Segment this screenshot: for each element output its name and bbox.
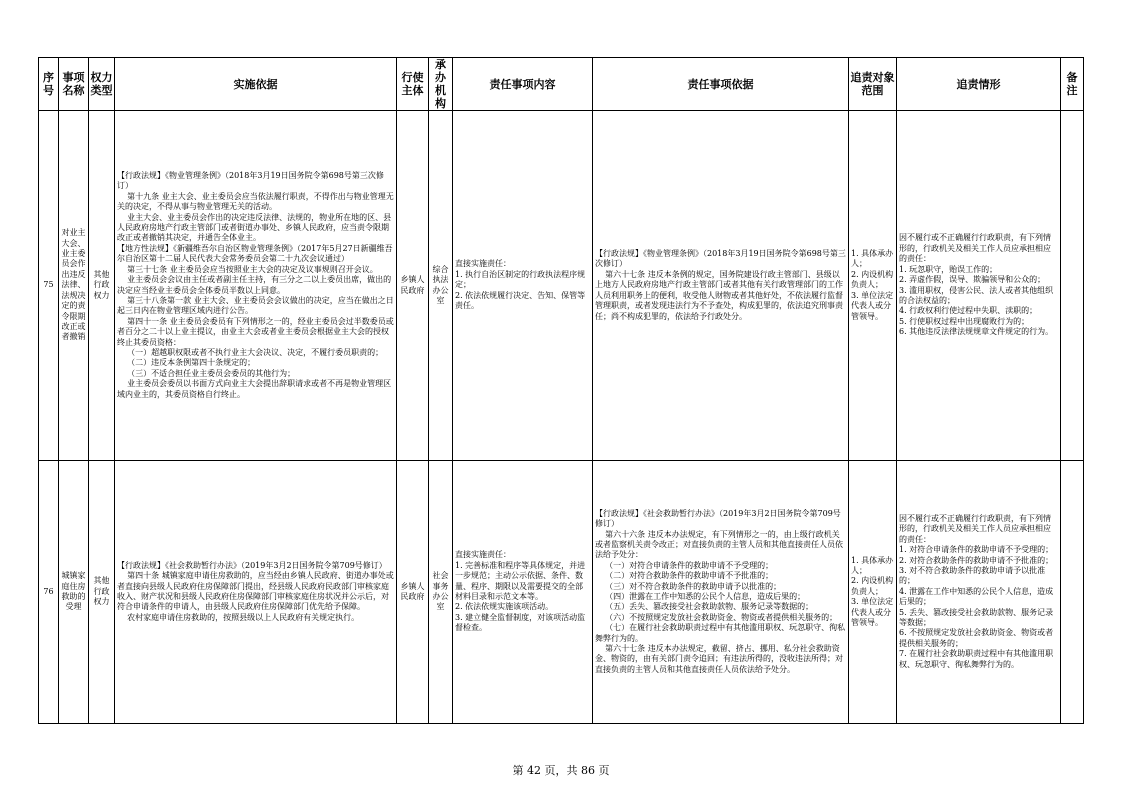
table-row bbox=[39, 111, 1084, 461]
row-seq: 75 bbox=[39, 111, 59, 461]
row-content: 直接实施责任： 1. 完善标准和程序等具体规定，并进一步规范；主动公示依据、条件、数量、程序、期限以及需要提交的全部材料目录和示范文本等。 2. 依法依规实施该项活动。 3. 建立健全监督制度，对该项活动监督检查。 bbox=[453, 461, 593, 724]
header-seq: 序号 bbox=[39, 58, 59, 111]
row-subject: 乡镇人民政府 bbox=[397, 461, 429, 724]
header-subject: 行使主体 bbox=[397, 58, 429, 111]
row-scope: 1. 具体承办人； 2. 内设机构负责人； 3. 单位法定代表人或分管领导。 bbox=[849, 111, 897, 461]
header-org: 承办机构 bbox=[429, 58, 453, 111]
row-content: 直接实施责任： 1. 执行自治区制定的行政执法程序规定； 2. 依法依规履行决定、告知、保管等责任。 bbox=[453, 111, 593, 461]
row-org: 综合执法办公室 bbox=[429, 111, 453, 461]
header-row bbox=[39, 58, 1084, 111]
responsibility-table bbox=[38, 57, 1084, 724]
row-scope: 1. 具体承办人； 2. 内设机构负责人； 3. 单位法定代表人或分管领导。 bbox=[849, 461, 897, 724]
page-number: 第 42 页，共 86 页 bbox=[512, 764, 610, 777]
row-note bbox=[1061, 461, 1084, 724]
header-note: 备注 bbox=[1061, 58, 1084, 111]
row-power-type: 其他行政权力 bbox=[89, 111, 115, 461]
row-subject: 乡镇人民政府 bbox=[397, 111, 429, 461]
header-item-name: 事项名称 bbox=[59, 58, 89, 111]
row-circumstance: 因不履行或不正确履行行政职责，有下列情形的，行政机关及相关工作人员应承担相应的责任： 1. 对符合申请条件的救助申请不予受理的； 2. 对符合救助条件的救助申请不予批准的； 3. 对不符合救助条件的救助申请予以批准的； 4. 泄露在工作中知悉的公民个人信息，造成后果的； 5. 丢失、篡改接受社会救助款物、服务记录等数据； 6. 不按照规定发放社会救助资金、物资或者提供相关服务的； 7. 在履行社会救助职责过程中有其他滥用职权、玩忽职守、徇私舞弊行为的。 bbox=[897, 461, 1061, 724]
header-power-type: 权力类型 bbox=[89, 58, 115, 111]
row-liability-basis: 【行政法规】《社会救助暂行办法》（2019年3月2日国务院令第709号修订） 第六十六条 违反本办法规定，有下列情形之一的，由上级行政机关或者监察机关责令改正；对直接负责的主管人员和其他直接责任人员依法给予处分： （一）对符合申请条件的救助申请不予受理的； （二）对符合救助条件的救助申请不予批准的； （三）对不符合救助条件的救助申请予以批准的； （四）泄露在工作中知悉的公民个人信息，造成后果的； （五）丢失、篡改接受社会救助款物、服务记录等数据的； （六）不按照规定发放社会救助资金、物资或者提供相关服务的； （七）在履行社会救助职责过程中有其他滥用职权、玩忽职守、徇私舞弊行为的。 第六十七条 违反本办法规定，截留、挤占、挪用、私分社会救助资金、物资的，由有关部门责令追回；有违法所得的，没收违法所得；对直接负责的主管人员和其他直接责任人员依法给予处分。 bbox=[593, 461, 849, 724]
row-liability-basis: 【行政法规】《物业管理条例》（2018年3月19日国务院令第698号第三次修订） 第六十七条 违反本条例的规定，国务院建设行政主管部门、县级以上地方人民政府房地产行政主管部门或者其他有关行政管理部门的工作人员利用职务上的便利，收受他人财物或者其他好处，不依法履行监督管理职责，或者发现违法行为不予查处，构成犯罪的，依法追究刑事责任；尚不构成犯罪的，依法给予行政处分。 bbox=[593, 111, 849, 461]
header-basis: 实施依据 bbox=[115, 58, 397, 111]
row-basis: 【行政法规】《社会救助暂行办法》（2019年3月2日国务院令第709号修订） 第四十条 城镇家庭申请住房救助的，应当经由乡镇人民政府、街道办事处或者直接向县级人民政府住房保障部门提出，经县级人民政府民政部门审核家庭收入、财产状况和县级人民政府住房保障部门审核家庭住房状况并公示后，对符合申请条件的申请人，由县级人民政府住房保障部门优先给予保障。 农村家庭申请住房救助的，按照县级以上人民政府有关规定执行。 bbox=[115, 461, 397, 724]
header-circumstance: 追责情形 bbox=[897, 58, 1061, 111]
row-basis: 【行政法规】《物业管理条例》（2018年3月19日国务院令第698号第三次修订） 第十九条 业主大会、业主委员会应当依法履行职责，不得作出与物业管理无关的决定，不得从事与物业管理无关的活动。 业主大会、业主委员会作出的决定违反法律、法规的，物业所在地的区、县人民政府房地产行政主管部门或者街道办事处、乡镇人民政府，应当责令限期改正或者撤销其决定，并通告全体业主。 【地方性法规】《新疆维吾尔自治区物业管理条例》（2017年5月27日新疆维吾尔自治区第十二届人民代表大会常务委员会第二十九次会议通过） 第三十七条 业主委员会应当按照业主大会的决定及议事规则召开会议。 业主委员会会议由主任或者副主任主持，有三分之二以上委员出席，做出的决定应当经业主委员会全体委员半数以上同意。 第三十八条第一款 业主大会、业主委员会会议做出的决定，应当在做出之日起三日内在物业管理区域内进行公告。 第四十一条 业主委员会委员有下列情形之一的，经业主委员会过半数委员或者百分之二十以上业主提议，由业主大会或者业主委员会根据业主大会的授权终止其委员资格： （一）超越职权限或者不执行业主大会决议、决定，不履行委员职责的； （二）违反本条例第四十条规定的； （三）不适合担任业主委员会委员的其他行为； 业主委员会委员以书面方式向业主大会提出辞职请求或者不再是物业管理区域内业主的，其委员资格自行终止。 bbox=[115, 111, 397, 461]
row-circumstance: 因不履行或不正确履行行政职责，有下列情形的，行政机关及相关工作人员应承担相应的责任： 1. 玩忽职守，贻误工作的； 2. 弄虚作假，误导、欺骗领导和公众的； 3. 滥用职权，侵害公民、法人或者其他组织的合法权益的； 4. 行政权利行使过程中失职、渎职的； 5. 行使职权过程中出现腐败行为的； 6. 其他违反法律法规规章文件规定的行为。 bbox=[897, 111, 1061, 461]
table-row bbox=[39, 461, 1084, 724]
row-item-name: 城镇家庭住房救助的受理 bbox=[59, 461, 89, 724]
row-seq: 76 bbox=[39, 461, 59, 724]
header-scope: 追责对象范围 bbox=[849, 58, 897, 111]
row-note bbox=[1061, 111, 1084, 461]
row-power-type: 其他行政权力 bbox=[89, 461, 115, 724]
header-content: 责任事项内容 bbox=[453, 58, 593, 111]
row-org: 社会事务办公室 bbox=[429, 461, 453, 724]
row-item-name: 对业主大会、业主委员会作出违反法律、法规决定的责令限期改正或者撤销 bbox=[59, 111, 89, 461]
header-liability-basis: 责任事项依据 bbox=[593, 58, 849, 111]
